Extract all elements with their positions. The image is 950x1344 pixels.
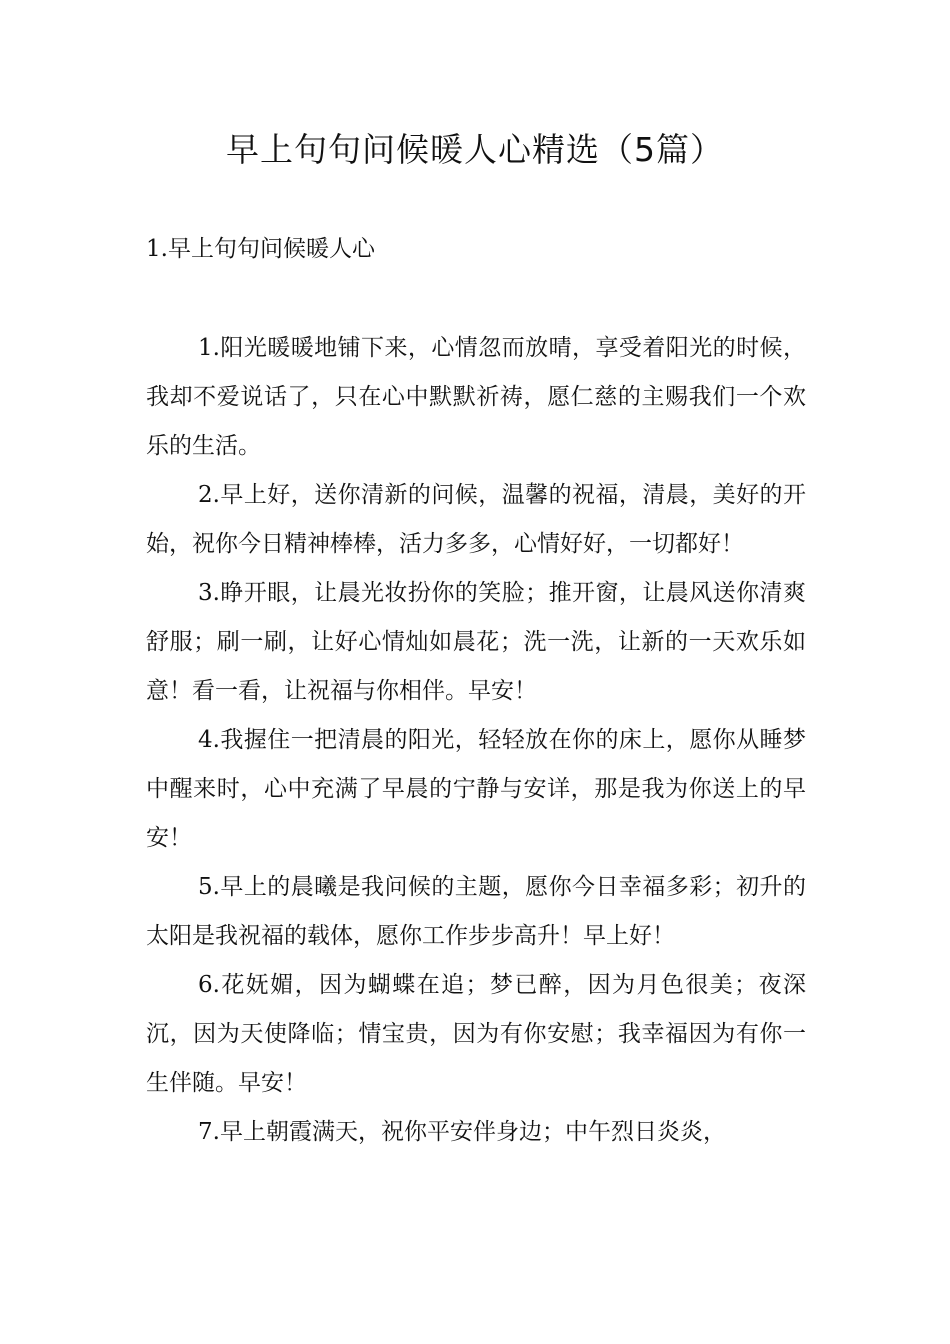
paragraph-3: 3.睁开眼，让晨光妆扮你的笑脸；推开窗，让晨风送你清爽舒服；刷一刷，让好心情灿如晨花；洗一洗，让新的一天欢乐如意！看一看，让祝福与你相伴。早安！ [146, 580, 806, 704]
section-heading: 1.早上句句问候暖人心 [146, 236, 375, 262]
paragraph-4: 4.我握住一把清晨的阳光，轻轻放在你的床上，愿你从睡梦中醒来时，心中充满了早晨的宁静与安详，那是我为你送上的早安！ [146, 727, 806, 851]
paragraph-1: 1.阳光暖暖地铺下来，心情忽而放晴，享受着阳光的时候，我却不爱说话了，只在心中默默祈祷，愿仁慈的主赐我们一个欢乐的生活。 [146, 335, 806, 459]
paragraph-2: 2.早上好，送你清新的问候，温馨的祝福，清晨，美好的开始，祝你今日精神棒棒，活力多多，心情好好，一切都好！ [146, 482, 806, 557]
document-body [146, 324, 806, 1157]
paragraph-6: 6.花妩媚，因为蝴蝶在追；梦已醉，因为月色很美；夜深沉，因为天使降临；情宝贵，因为有你安慰；我幸福因为有你一生伴随。早安！ [146, 972, 806, 1096]
paragraph-5: 5.早上的晨曦是我问候的主题，愿你今日幸福多彩；初升的太阳是我祝福的载体，愿你工作步步高升！早上好！ [146, 874, 806, 949]
document-title: 早上句句问候暖人心精选（5篇） [226, 130, 724, 169]
paragraph-7: 7.早上朝霞满天，祝你平安伴身边；中午烈日炎炎， [198, 1119, 726, 1145]
